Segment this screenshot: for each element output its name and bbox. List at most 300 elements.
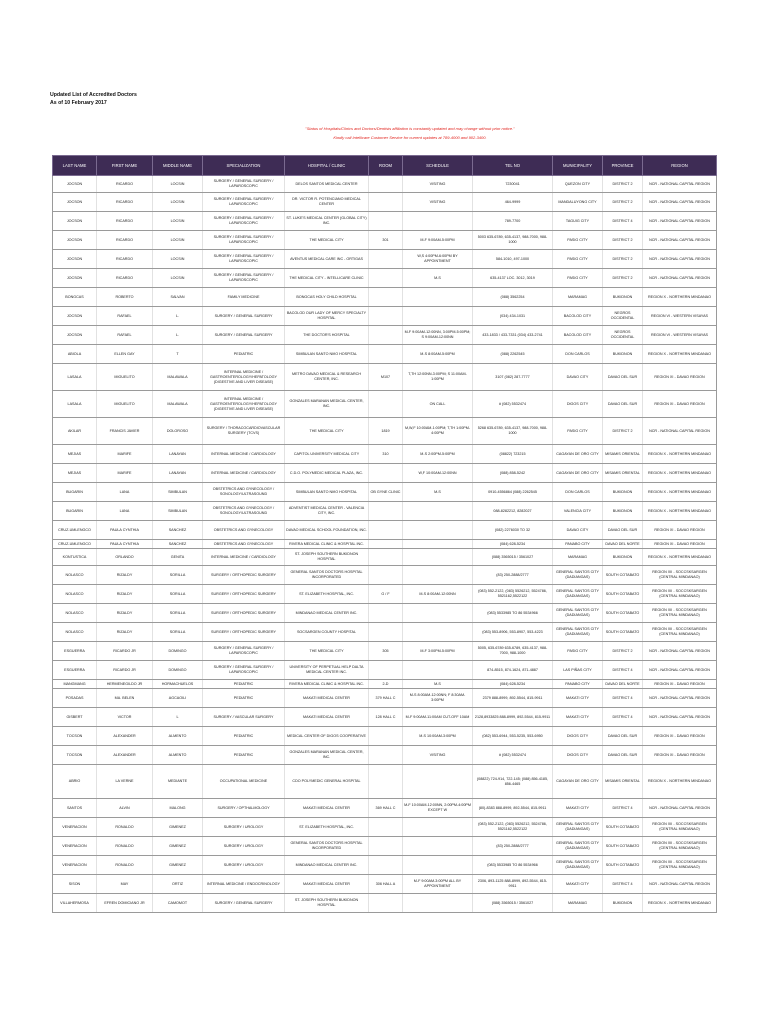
table-cell: INTERNAL MEDICINE / CARDIOLOGY <box>203 549 285 566</box>
column-header: HOSPITAL / CLINIC <box>285 156 369 176</box>
table-row <box>53 818 717 837</box>
column-header: TEL NO <box>473 156 553 176</box>
table-cell: 369 HALL C <box>369 799 403 818</box>
table-cell: ST. ELIZABETH HOSPITAL, INC. <box>285 818 369 837</box>
table-cell: CRUZ-UMLENGCO <box>53 521 97 540</box>
table-cell: (082) 553-6944, 553-5235, 553-6950 <box>473 727 553 746</box>
table-row <box>53 585 717 604</box>
table-cell: MARAMAG <box>553 894 603 913</box>
table-cell <box>403 604 473 623</box>
table-cell: REGION VI - WESTERN VISAYAS <box>643 307 717 326</box>
table-cell: 433-1833 / 433-7331 (034) 433-2741 <box>473 326 553 345</box>
column-header: PROVINCE <box>603 156 643 176</box>
table-cell <box>369 212 403 231</box>
table-cell: ROBERTO <box>97 288 153 307</box>
table-cell: JOCSON <box>53 176 97 193</box>
table-cell: RICARDO <box>97 231 153 250</box>
table-cell: SURGERY / GENERAL SURGERY / LAPAROSCOPIC <box>203 642 285 661</box>
table-cell: ESGUERRA <box>53 661 97 680</box>
table-cell: DAVAO CITY <box>553 364 603 391</box>
table-cell: REGION XII - SOCCSKSARGEN (CENTRAL MINDANAO) <box>643 818 717 837</box>
table-cell <box>369 818 403 837</box>
table-cell: ST. JOSEPH SOUTHERN BUKIDNON HOSPITAL <box>285 894 369 913</box>
table-cell: M-F 9:00AM-11:00AM CUT-OFF 10AM <box>403 708 473 727</box>
column-header: SCHEDULE <box>403 156 473 176</box>
table-row <box>53 193 717 212</box>
table-cell: BACOLOD OUR LADY OF MERCY SPECIALTY HOSPITAL <box>285 307 369 326</box>
table-cell: JOCSON <box>53 212 97 231</box>
table-cell: CAGAYAN DE ORO CITY <box>553 464 603 483</box>
table-row <box>53 502 717 521</box>
table-cell: M-S <box>403 483 473 502</box>
table-cell: JOCSON <box>53 231 97 250</box>
table-cell: W,F 10:00AM-12:00NN <box>403 464 473 483</box>
table-cell: REGION XI - DAVAO REGION <box>643 680 717 689</box>
table-cell: SURGERY / GENERAL SURGERY / LAPAROSCOPIC <box>203 250 285 269</box>
table-cell: ORTIZ <box>153 875 203 894</box>
table-cell: (083) 5533985 TO 86 5534966 <box>473 856 553 875</box>
table-cell: MAKATI CITY <box>553 875 603 894</box>
table-cell: M-S 2:00PM-5:00PM <box>403 445 473 464</box>
table-cell: JOCSON <box>53 269 97 288</box>
table-cell: VICTOR <box>97 708 153 727</box>
table-cell: DISTRICT 4 <box>603 875 643 894</box>
table-cell: M-F 9:00AM-5:00PM <box>403 231 473 250</box>
table-cell: REGION X - NORTHERN MINDANAO <box>643 345 717 364</box>
table-row <box>53 445 717 464</box>
table-row <box>53 176 717 193</box>
table-cell: PAULA CYNTHIA <box>97 540 153 549</box>
table-cell: SURGERY / GENERAL SURGERY / LAPAROSCOPIC <box>203 176 285 193</box>
table-cell: SIMBULAN SANTO NIñO HOSPITAL <box>285 345 369 364</box>
title-line-1: Updated List of Accredited Doctors <box>50 92 137 98</box>
table-cell: (084) 628-5234 <box>473 680 553 689</box>
table-cell: SISON <box>53 875 97 894</box>
table-cell <box>369 307 403 326</box>
table-cell: PEDIATRIC <box>203 345 285 364</box>
table-cell: GENERAL SANTOS CITY (DADIANGAS) <box>553 623 603 642</box>
table-cell <box>369 746 403 765</box>
table-cell: DISTRICT 2 <box>603 418 643 445</box>
table-cell: W,S 4:00PM-6:00PM BY APPOINTMENT <box>403 250 473 269</box>
column-header: LAST NAME <box>53 156 97 176</box>
table-cell: SURGERY / ORTHOPEDIC SURGERY <box>203 585 285 604</box>
table-cell: DISTRICT 2 <box>603 231 643 250</box>
table-cell: CRUZ-UMLENGCO <box>53 540 97 549</box>
column-header: SPECIALIZATION <box>203 156 285 176</box>
table-cell: 635-4137 LOC. 3012, 3019 <box>473 269 553 288</box>
table-cell: SIMBULAN <box>153 502 203 521</box>
table-cell <box>403 540 473 549</box>
table-cell: SORILLA <box>153 585 203 604</box>
table-cell: OBSTETRICS AND GYNECOLOGY / SONOLOGY/ULTRASOUND <box>203 502 285 521</box>
table-cell <box>403 549 473 566</box>
table-cell: 3107 (082) 287-7777 <box>473 364 553 391</box>
table-cell: INTERNAL MEDICINE / CARDIOLOGY <box>203 445 285 464</box>
table-cell: MAKATI MEDICAL CENTER <box>285 708 369 727</box>
table-cell: L. <box>153 326 203 345</box>
table-cell: SURGERY / THORACOCARDIOVASCULAR SURGERY (TCVS) <box>203 418 285 445</box>
table-cell: GENERAL SANTOS CITY (DADIANGAS) <box>553 585 603 604</box>
table-cell: SANCHEZ <box>153 540 203 549</box>
table-cell: 2306, 893-1125 888-8999, 892-5544, 815-9911 <box>473 875 553 894</box>
table-row <box>53 661 717 680</box>
table-cell: BUGARIN <box>53 502 97 521</box>
table-row <box>53 746 717 765</box>
table-cell: (80)-8383 888-8999, 892-5544, 815-9911 <box>473 799 553 818</box>
table-cell: T <box>153 345 203 364</box>
table-cell: REGION X - NORTHERN MINDANAO <box>643 464 717 483</box>
table-cell <box>369 326 403 345</box>
table-cell: ST. LUKE'S MEDICAL CENTER (GLOBAL CITY) INC. <box>285 212 369 231</box>
table-cell: M-S 8:00AM-12:00NN <box>403 585 473 604</box>
table-cell: REGION X - NORTHERN MINDANAO <box>643 288 717 307</box>
table-cell: 0910-4556864 (088) 2262545 <box>473 483 553 502</box>
table-cell: MALAWALA <box>153 364 203 391</box>
table-row <box>53 689 717 708</box>
table-cell: NEGROS OCCIDENTAL <box>603 326 643 345</box>
table-cell: JOCSON <box>53 326 97 345</box>
table-cell: DIGOS CITY <box>553 391 603 418</box>
table-cell: (08822) 723215 <box>473 445 553 464</box>
table-cell: REGION X - NORTHERN MINDANAO <box>643 483 717 502</box>
table-cell: LASALA <box>53 364 97 391</box>
column-header: FIRST NAME <box>97 156 153 176</box>
table-row <box>53 307 717 326</box>
table-cell: VISITING <box>403 193 473 212</box>
table-cell: FAMILY MEDICINE <box>203 288 285 307</box>
table-cell: DISTRICT 4 <box>603 661 643 680</box>
table-cell: SIMBULAN <box>153 483 203 502</box>
table-cell: MAY <box>97 875 153 894</box>
table-cell: RICARDO JR <box>97 661 153 680</box>
table-cell: LASALA <box>53 391 97 418</box>
table-cell: DISTRICT 2 <box>603 269 643 288</box>
table-cell: M-S 10:00AM-3:00PM <box>403 727 473 746</box>
table-cell: GENERAL SANTOS CITY (DADIANGAS) <box>553 566 603 585</box>
table-cell: OBSTETRICS AND GYNECOLOGY / SONOLOGY/ULTRASOUND <box>203 483 285 502</box>
table-cell <box>369 345 403 364</box>
table-cell: MALAWALA <box>153 391 203 418</box>
table-cell: SOUTH COTABATO <box>603 604 643 623</box>
table-cell: GENERAL SANTOS CITY (DADIANGAS) <box>553 604 603 623</box>
table-cell: M-S <box>403 269 473 288</box>
table-cell: REGION XI - DAVAO REGION <box>643 364 717 391</box>
table-body <box>53 176 717 913</box>
table-cell: MIGUELITO <box>97 364 153 391</box>
table-cell: REGION XII - SOCCSKSARGEN (CENTRAL MINDANAO) <box>643 623 717 642</box>
table-cell: DAVAO DEL SUR <box>603 746 643 765</box>
table-cell: 1819 <box>369 418 403 445</box>
table-cell: (08822) 724-914, 722-145; (088) 856-4185, 856-4465 <box>473 765 553 799</box>
table-cell: SOCSARGEN COUNTY HOSPITAL <box>285 623 369 642</box>
table-cell: (083) 553-8906, 553-8907, 553-4223 <box>473 623 553 642</box>
table-cell: ALEXANDER <box>97 727 153 746</box>
table-cell: DIGOS CITY <box>553 727 603 746</box>
table-cell: SALVAN <box>153 288 203 307</box>
table-cell: REGION X - NORTHERN MINDANAO <box>643 549 717 566</box>
table-cell: CAMOMOT <box>153 894 203 913</box>
table-cell: PEDIATRIC <box>203 727 285 746</box>
table-row <box>53 464 717 483</box>
table-cell: 2-D <box>369 680 403 689</box>
table-cell: MANDALUYONG CITY <box>553 193 603 212</box>
table-cell: SORILLA <box>153 604 203 623</box>
table-cell: LANAYAN <box>153 445 203 464</box>
table-cell: DISTRICT 2 <box>603 642 643 661</box>
table-cell: RIZALDY <box>97 604 153 623</box>
table-cell: DISTRICT 4 <box>603 212 643 231</box>
table-cell: M-F 9:00AM-3:00PM ALL BY APPOINTMENT <box>403 875 473 894</box>
table-cell: RONALDO <box>97 837 153 856</box>
table-row <box>53 623 717 642</box>
table-row <box>53 799 717 818</box>
table-cell: BUKIDNON <box>603 345 643 364</box>
table-cell: GENERAL SANTOS CITY (DADIANGAS) <box>553 818 603 837</box>
table-cell: LOCSIN <box>153 212 203 231</box>
table-cell: 301 <box>369 231 403 250</box>
table-cell <box>369 894 403 913</box>
table-cell: ESGUERRA <box>53 642 97 661</box>
table-cell: (088) 3562254 <box>473 288 553 307</box>
table-cell: DAVAO DEL NORTE <box>603 680 643 689</box>
table-cell: LANA <box>97 483 153 502</box>
table-row <box>53 894 717 913</box>
table-row <box>53 540 717 549</box>
table-cell: RAFAEL <box>97 326 153 345</box>
table-cell: PEDIATRIC <box>203 680 285 689</box>
table-cell: NCR - NATIONAL CAPITAL REGION <box>643 176 717 193</box>
table-row <box>53 875 717 894</box>
table-cell: NCR - NATIONAL CAPITAL REGION <box>643 642 717 661</box>
table-cell: (084) 628-5234 <box>473 540 553 549</box>
table-cell <box>369 856 403 875</box>
table-cell: REGION XI - DAVAO REGION <box>643 746 717 765</box>
table-cell: AGCAOILI <box>153 689 203 708</box>
table-cell: RICARDO JR <box>97 642 153 661</box>
table-cell <box>403 307 473 326</box>
table-row <box>53 521 717 540</box>
table-cell: NCR - NATIONAL CAPITAL REGION <box>643 875 717 894</box>
table-row <box>53 642 717 661</box>
table-cell: MAKATI MEDICAL CENTER <box>285 689 369 708</box>
table-cell: L <box>153 708 203 727</box>
table-cell: ABIOLA <box>53 345 97 364</box>
table-cell: (088) 3565015 / 3561027 <box>473 894 553 913</box>
table-cell: REGION XII - SOCCSKSARGEN (CENTRAL MINDANAO) <box>643 837 717 856</box>
table-cell: 5005, 635-6789 635-6789, 635-4137, 988-7000, 988-1000 <box>473 642 553 661</box>
table-cell: JOCSON <box>53 250 97 269</box>
table-cell: THE MEDICAL CITY <box>285 642 369 661</box>
table-cell: G / F <box>369 585 403 604</box>
table-cell: LOCSIN <box>153 176 203 193</box>
table-cell: NOLASCO <box>53 585 97 604</box>
table-cell: SANTOS <box>53 799 97 818</box>
table-cell: LAS PIÑAS CITY <box>553 661 603 680</box>
table-cell: MEDIANTE <box>153 765 203 799</box>
table-cell: VISITING <box>403 176 473 193</box>
table-cell <box>403 856 473 875</box>
column-header: REGION <box>643 156 717 176</box>
table-row <box>53 269 717 288</box>
table-cell: MINDANAO MEDICAL CENTER INC. <box>285 604 369 623</box>
table-cell: DISTRICT 2 <box>603 176 643 193</box>
table-row <box>53 708 717 727</box>
table-row <box>53 837 717 856</box>
table-cell: M107 <box>369 364 403 391</box>
table-cell <box>369 661 403 680</box>
table-cell: DOLOROSO <box>153 418 203 445</box>
table-cell: 305 <box>369 642 403 661</box>
table-cell: HERMENEGILDO JR <box>97 680 153 689</box>
table-cell: 5003 635-6789, 635-4137, 988-7000, 988-1000 <box>473 231 553 250</box>
table-row <box>53 483 717 502</box>
table-cell: ORLANDO <box>97 549 153 566</box>
table-cell: M-F 10:00AM-12:00NN, 2:00PM-4:00PM EXCEPT W <box>403 799 473 818</box>
table-cell: TOCSON <box>53 727 97 746</box>
table-cell <box>369 502 403 521</box>
table-cell: UNIVERSITY OF PERPETUAL HELP DALTA MEDICAL CENTER INC. <box>285 661 369 680</box>
table-cell: LOCSIN <box>153 269 203 288</box>
table-cell: REGION XI - DAVAO REGION <box>643 521 717 540</box>
table-row <box>53 566 717 585</box>
table-cell: OBSTETRICS AND GYNECOLOGY <box>203 540 285 549</box>
table-cell: DELOS SANTOS MEDICAL CENTER <box>285 176 369 193</box>
table-cell: L. <box>153 307 203 326</box>
table-cell: BONGCAS HOLY CHILD HOSPITAL <box>285 288 369 307</box>
table-cell: NCR - NATIONAL CAPITAL REGION <box>643 212 717 231</box>
table-cell: INTERNAL MEDICINE / ENDOCRINOLOGY <box>203 875 285 894</box>
table-cell: DISTRICT 2 <box>603 193 643 212</box>
table-cell: SURGERY / VASCULAR SURGERY <box>203 708 285 727</box>
table-header <box>53 156 717 176</box>
table-cell: ALMENTO <box>153 727 203 746</box>
table-cell: VISITING <box>403 746 473 765</box>
table-cell: # (082) 5532474 <box>473 391 553 418</box>
table-cell: RONALDO <box>97 856 153 875</box>
table-cell: MALONG <box>153 799 203 818</box>
table-cell: QUEZON CITY <box>553 176 603 193</box>
table-cell: M-S <box>403 680 473 689</box>
table-cell: SURGERY / UROLOGY <box>203 856 285 875</box>
table-cell: CAGAYAN DE ORO CITY <box>553 765 603 799</box>
table-row <box>53 856 717 875</box>
status-notice <box>255 124 565 142</box>
table-cell: NCR - NATIONAL CAPITAL REGION <box>643 269 717 288</box>
table-cell: (088) 2262545 <box>473 345 553 364</box>
table-cell: BUKIDNON <box>603 549 643 566</box>
table-cell: 584-1010, 497-1000 <box>473 250 553 269</box>
table-cell: GIMENEZ <box>153 818 203 837</box>
table-cell: DISTRICT 4 <box>603 799 643 818</box>
table-cell: SURGERY / UROLOGY <box>203 837 285 856</box>
table-cell: C.D.O. POLYMEDIC MEDICAL PLAZA, INC. <box>285 464 369 483</box>
table-cell: DOMINGO <box>153 661 203 680</box>
table-cell: SURGERY / GENERAL SURGERY / LAPAROSCOPIC <box>203 231 285 250</box>
column-header: MIDDLE NAME <box>153 156 203 176</box>
column-header: MUNICIPALITY <box>553 156 603 176</box>
table-cell: NOLASCO <box>53 623 97 642</box>
table-cell <box>369 391 403 418</box>
table-cell <box>403 566 473 585</box>
table-cell: OB GYNE CLINIC <box>369 483 403 502</box>
table-cell: MARAMAG <box>553 288 603 307</box>
table-cell: SURGERY / GENERAL SURGERY <box>203 326 285 345</box>
table-cell <box>369 566 403 585</box>
table-cell: (082) 2276030 TO 32 <box>473 521 553 540</box>
table-cell <box>369 193 403 212</box>
table-cell: (088) 3565015 / 3561027 <box>473 549 553 566</box>
table-cell: MAKATI MEDICAL CENTER <box>285 799 369 818</box>
table-cell: RIZALDY <box>97 585 153 604</box>
table-cell: (083) 552-2122, (083) 5526212, 5524786, 5521162,5522122 <box>473 818 553 837</box>
table-cell: DON CARLOS <box>553 345 603 364</box>
table-cell: PASIG CITY <box>553 269 603 288</box>
table-cell: CAPITOL UNIVERSITY MEDICAL CITY <box>285 445 369 464</box>
table-cell: MEDICAL CENTER OF DIGOS COOPERATIVE <box>285 727 369 746</box>
table-cell: RIZALDY <box>97 623 153 642</box>
column-header: ROOM <box>369 156 403 176</box>
table-cell <box>403 502 473 521</box>
table-cell: BUKIDNON <box>603 288 643 307</box>
table-cell: SURGERY / OPTHALMOLOGY <box>203 799 285 818</box>
table-cell: 5268 635-6789, 635-4137, 988-7000, 988-1000 <box>473 418 553 445</box>
table-cell: LANAYAN <box>153 464 203 483</box>
table-cell <box>369 176 403 193</box>
table-cell: RICARDO <box>97 176 153 193</box>
table-cell: REGION XII - SOCCSKSARGEN (CENTRAL MINDANAO) <box>643 585 717 604</box>
table-cell: (088) 858-5242 <box>473 464 553 483</box>
table-cell: BONGCAS <box>53 288 97 307</box>
table-cell: JOCSON <box>53 307 97 326</box>
table-cell: GENERAL SANTOS DOCTORS HOSPITAL INCORPORATED <box>285 566 369 585</box>
table-cell: MA. BELEN <box>97 689 153 708</box>
table-row <box>53 727 717 746</box>
table-cell: PANABO CITY <box>553 680 603 689</box>
table-cell: RAFAEL <box>97 307 153 326</box>
table-cell: CAGAYAN DE ORO CITY <box>553 445 603 464</box>
table-cell: THE MEDICAL CITY <box>285 418 369 445</box>
table-cell: M-S 8:00AM-5:00PM <box>403 345 473 364</box>
table-cell: GIMENEZ <box>153 837 203 856</box>
table-cell: 789-7700 <box>473 212 553 231</box>
table-cell: INTERNAL MEDICINE / GASTROENTEROLOGY/HEPATOLOGY (DIGESTIVE AND LIVER DISEASE) <box>203 364 285 391</box>
table-cell: REGION XI - DAVAO REGION <box>643 727 717 746</box>
table-cell <box>403 837 473 856</box>
table-cell: ALVIN <box>97 799 153 818</box>
table-cell: (083) 5533985 TO 86 5534966 <box>473 604 553 623</box>
table-cell <box>403 212 473 231</box>
table-cell: # (082) 5532474 <box>473 746 553 765</box>
table-row <box>53 212 717 231</box>
table-row <box>53 364 717 391</box>
table-cell: GISBERT <box>53 708 97 727</box>
table-cell: M-S 8:00AM-12:00NN; F 8:30AM-3:00PM <box>403 689 473 708</box>
table-cell: RICARDO <box>97 269 153 288</box>
table-cell <box>369 288 403 307</box>
table-cell: INTERNAL MEDICINE / GASTROENTEROLOGY/HEPATOLOGY (DIGESTIVE AND LIVER DISEASE) <box>203 391 285 418</box>
table-cell: ALEXANDER <box>97 746 153 765</box>
table-cell: T,TH 12:00NN-3:00PM; S 11:00AM-1:00PM <box>403 364 473 391</box>
table-cell: SORILLA <box>153 566 203 585</box>
table-cell: NCR - NATIONAL CAPITAL REGION <box>643 708 717 727</box>
table-cell: MARAMAG <box>553 549 603 566</box>
table-cell: M,W,F 10:00AM-1:00PM; T,TH 1:00PM-4:00PM <box>403 418 473 445</box>
table-cell: REGION XI - DAVAO REGION <box>643 540 717 549</box>
table-cell: REGION XII - SOCCSKSARGEN (CENTRAL MINDANAO) <box>643 604 717 623</box>
table-cell: GENERAL SANTOS CITY (DADIANGAS) <box>553 856 603 875</box>
table-cell: PEDIATRIC <box>203 689 285 708</box>
